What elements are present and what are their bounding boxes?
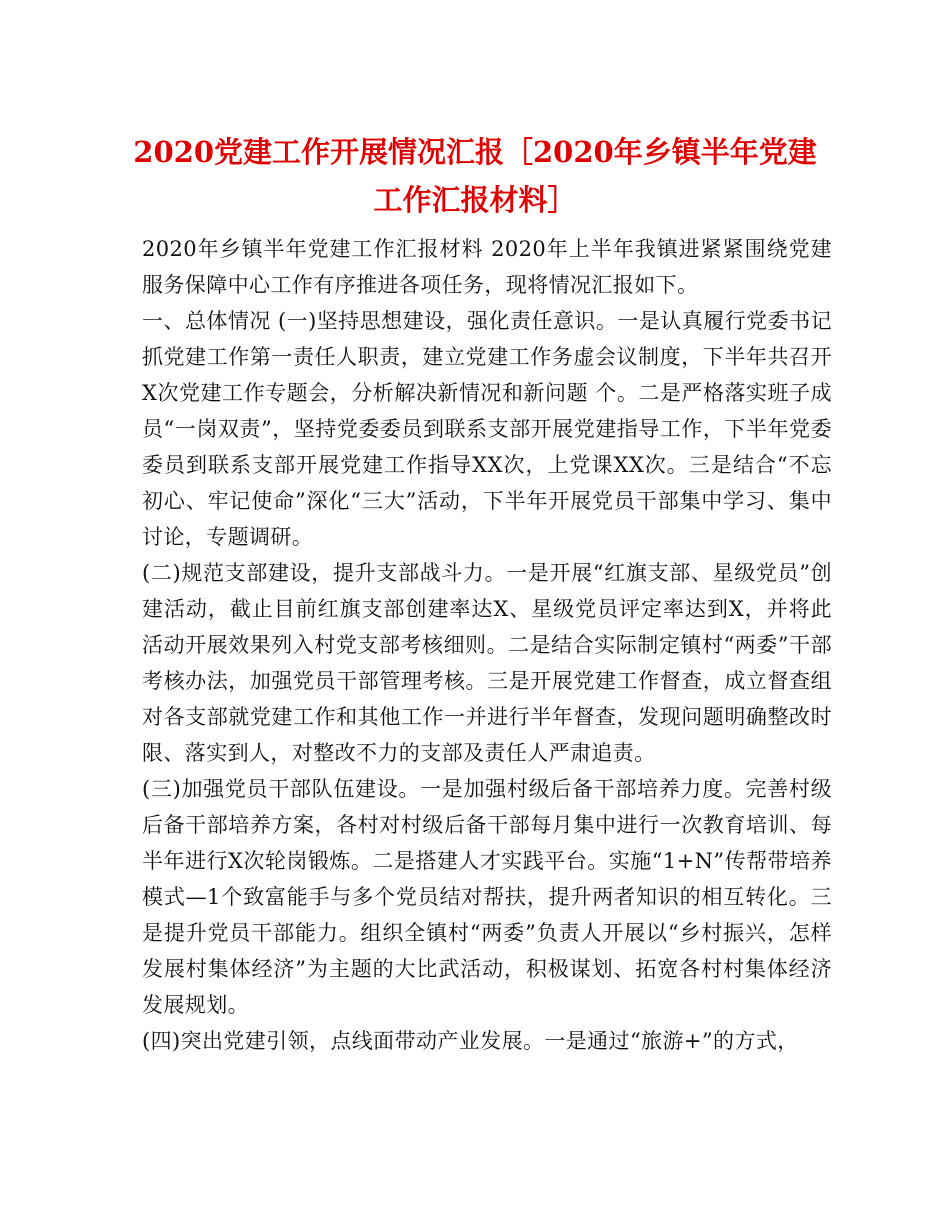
paragraph-section-2: (二)规范支部建设，提升支部战斗力。一是开展“红旗支部、星级党员”创建活动，截止目前红旗支部创建率达X、星级党员评定率达到X，并将此活动开展效果列入村党支部考核细则。二是结合实际制定镇村“两委”干部考核办法，加强党员干部管理考核。三是开展党建工作督查，成立督查组对各支部就党建工作和其他工作一并进行半年督查，发现问题明确整改时限、落实到人，对整改不力的支部及责任人严肃追责。 bbox=[142, 561, 832, 765]
paragraph-section-1: 一、总体情况 (一)坚持思想建设，强化责任意识。一是认真履行党委书记抓党建工作第一责任人职责，建立党建工作务虚会议制度，下半年共召开X次党建工作专题会，分析解决新情况和新问题 个。二是严格落实班子成员“一岗双责”，坚持党委委员到联系支部开展党建指导工作，下半年党委委员到联系支部开展党建工作指导XX次，上党课XX次。三是结合“不忘初心、牢记使命”深化“三大”活动，下半年开展党员干部集中学习、集中讨论，专题调研。 bbox=[142, 309, 832, 549]
paragraph-section-4: (四)突出党建引领，点线面带动产业发展。一是通过“旅游+”的方式， bbox=[142, 1029, 799, 1053]
paragraph-section-3: (三)加强党员干部队伍建设。一是加强村级后备干部培养力度。完善村级后备干部培养方案，各村对村级后备干部每月集中进行一次教育培训、每半年进行X次轮岗锻炼。二是搭建人才实践平台。实施“1+N”传帮带培养模式—1个致富能手与多个党员结对帮扶，提升两者知识的相互转化。三是提升党员干部能力。组织全镇村“两委”负责人开展以“乡村振兴，怎样发展村集体经济”为主题的大比武活动，积极谋划、拓宽各村村集体经济发展规划。 bbox=[142, 777, 832, 1017]
document-body bbox=[142, 231, 832, 1059]
document-title: 2020党建工作开展情况汇报［2020年乡镇半年党建工作汇报材料］ bbox=[133, 135, 817, 217]
paragraph-intro: 2020年乡镇半年党建工作汇报材料 2020年上半年我镇进紧紧围绕党建服务保障中心工作有序推进各项任务，现将情况汇报如下。 bbox=[142, 237, 832, 297]
